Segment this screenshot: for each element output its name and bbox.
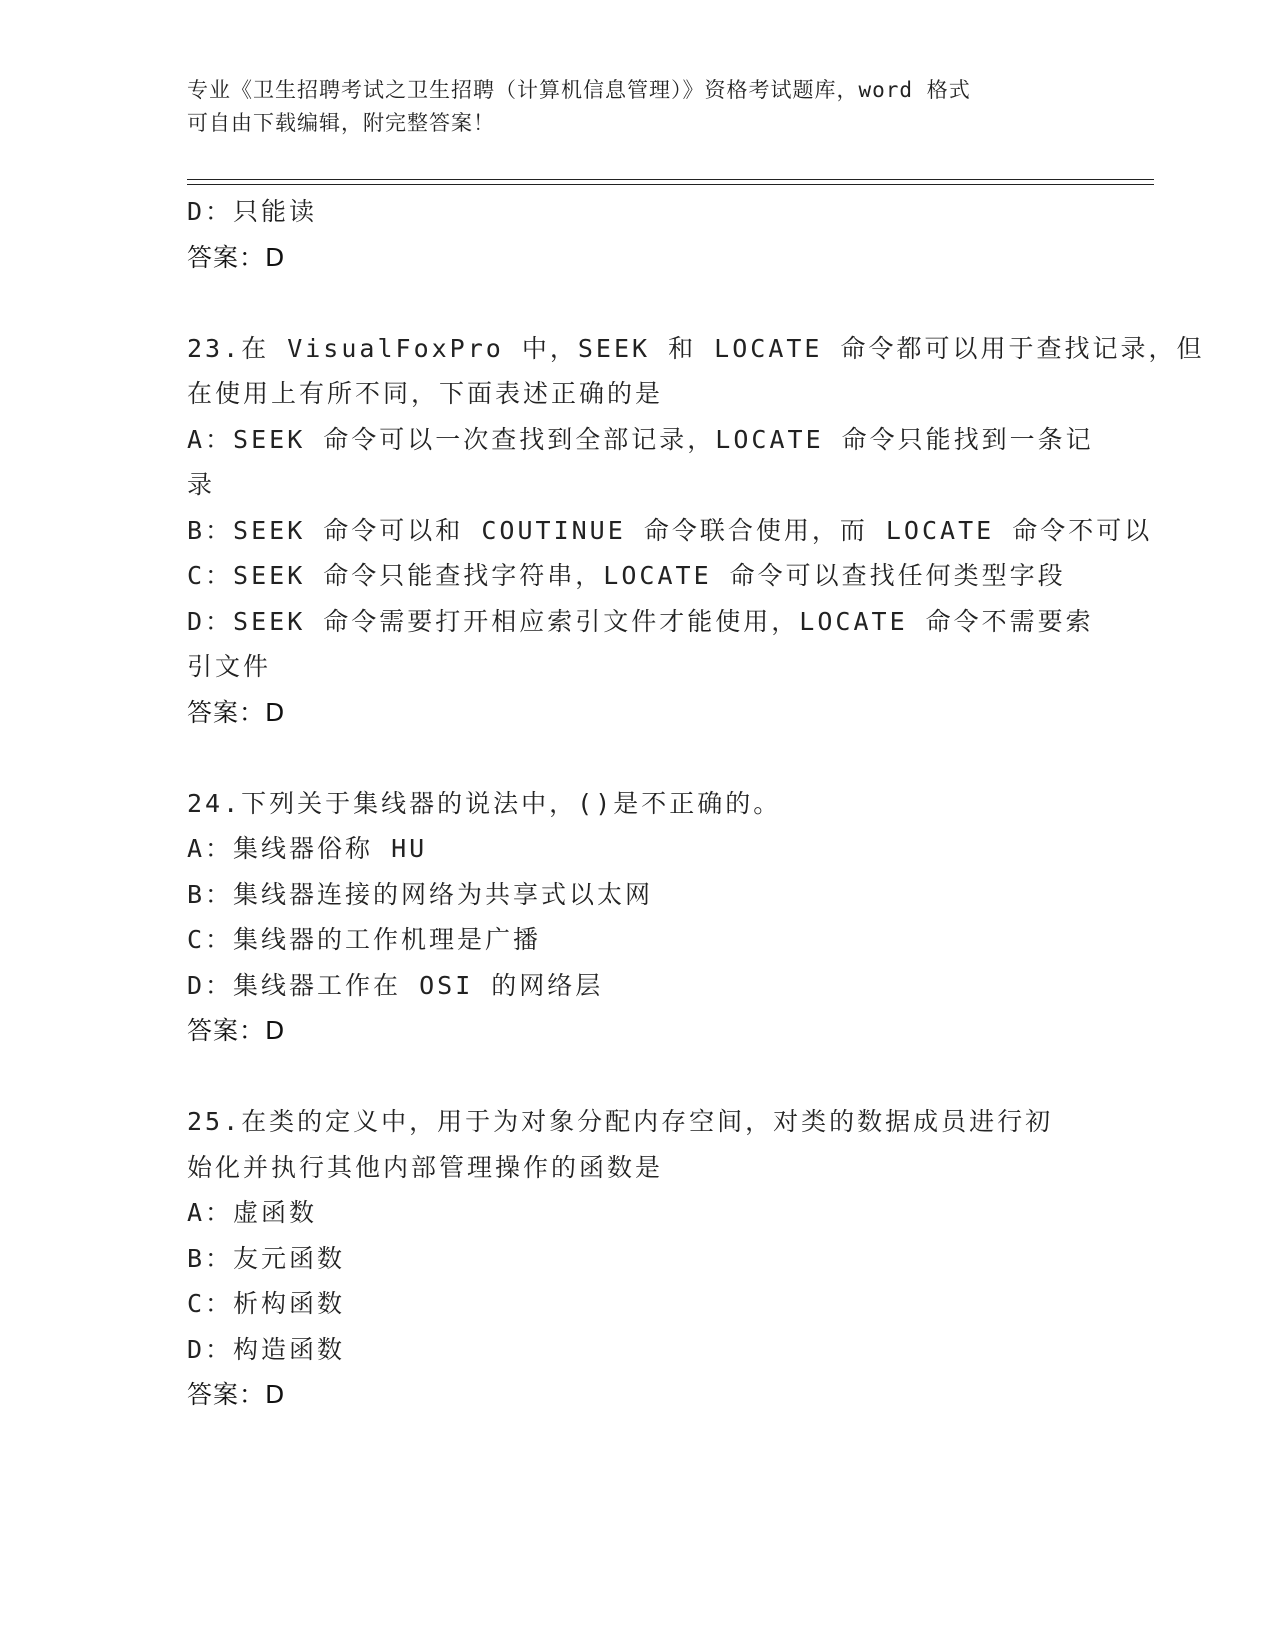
header-rule-top <box>187 179 1154 180</box>
option-d-q23-line-1: D：SEEK 命令需要打开相应索引文件才能使用，LOCATE 命令不需要索 <box>187 606 1094 636</box>
option-c-q24: C：集线器的工作机理是广播 <box>187 925 542 954</box>
option-d-q22: D：只能读 <box>187 197 318 226</box>
option-b-q24: B：集线器连接的网络为共享式以太网 <box>187 879 654 909</box>
option-c-q23: C：SEEK 命令只能查找字符串，LOCATE 命令可以查找任何类型字段 <box>187 561 1066 590</box>
option-c-q25: C：析构函数 <box>187 1289 346 1318</box>
option-a-q25: A：虚函数 <box>187 1198 318 1227</box>
answer-q23: 答案：D <box>187 697 286 727</box>
question-23-stem-line-1: 23.在 VisualFoxPro 中，SEEK 和 LOCATE 命令都可以用于查找记录，但 <box>187 333 1205 363</box>
question-25-stem-line-1: 25.在类的定义中，用于为对象分配内存空间，对类的数据成员进行初 <box>187 1107 1054 1136</box>
spacer <box>187 280 1087 326</box>
answer-q24: 答案：D <box>187 1016 286 1045</box>
question-23-stem-line-2: 在使用上有所不同，下面表述正确的是 <box>187 379 664 408</box>
option-b-q23: B：SEEK 命令可以和 COUTINUE 命令联合使用，而 LOCATE 命令不可以 <box>187 515 1153 545</box>
question-24-stem: 24.下列关于集线器的说法中，()是不正确的。 <box>187 788 782 818</box>
answer-q25: 答案：D <box>187 1380 286 1409</box>
header-line-1: 专业《卫生招聘考试之卫生招聘（计算机信息管理）》资格考试题库，word 格式 <box>187 78 971 102</box>
answer-q22: 答案：D <box>187 242 286 272</box>
option-a-q23-line-2: 录 <box>187 470 216 499</box>
option-d-q23-line-2: 引文件 <box>187 652 272 681</box>
option-d-q24: D：集线器工作在 OSI 的网络层 <box>187 970 604 1000</box>
spacer <box>187 1054 1087 1100</box>
option-a-q23-line-1: A：SEEK 命令可以一次查找到全部记录，LOCATE 命令只能找到一条记 <box>187 424 1094 454</box>
option-b-q25: B：友元函数 <box>187 1243 346 1273</box>
spacer <box>187 735 1087 781</box>
document-header <box>187 74 1067 140</box>
question-25-stem-line-2: 始化并执行其他内部管理操作的函数是 <box>187 1152 664 1182</box>
document-body <box>187 189 1205 1418</box>
header-rule-bottom <box>187 184 1154 185</box>
option-a-q24: A：集线器俗称 HU <box>187 834 428 863</box>
option-d-q25: D：构造函数 <box>187 1334 346 1364</box>
header-line-2: 可自由下载编辑，附完整答案！ <box>187 111 495 135</box>
